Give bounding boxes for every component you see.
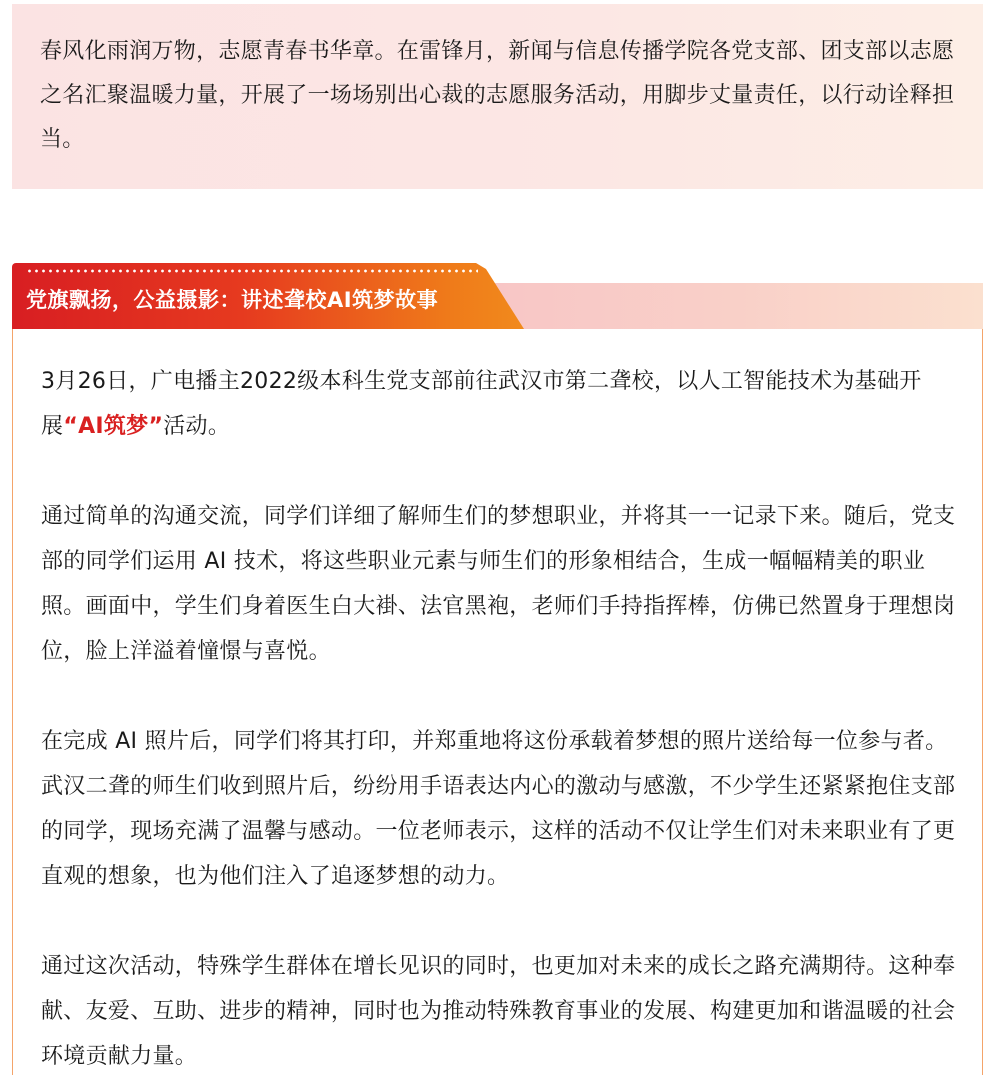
intro-text: 春风化雨润万物，志愿青春书华章。在雷锋月，新闻与信息传播学院各党支部、团支部以志愿之名汇聚温暖力量，开展了一场场别出心裁的志愿服务活动，用脚步丈量责任，以行动诠释担当。 bbox=[40, 39, 955, 152]
paragraph-3: 在完成 AI 照片后，同学们将其打印，并郑重地将这份承载着梦想的照片送给每一位参与者。武汉二聋的师生们收到照片后，纷纷用手语表达内心的激动与感激，不少学生还紧紧抱住支部的同学，现场充满了温馨与感动。一位老师表示，这样的活动不仅让学生们对未来职业有了更直观的想象，也为他们注入了追逐梦想的动力。 bbox=[41, 729, 956, 889]
intro-box bbox=[12, 4, 983, 189]
section-content bbox=[12, 329, 983, 1075]
paragraph-1-before: 3月26日，广电播主2022级本科生党支部前往武汉市第二聋校，以人工智能技术为基础开展 bbox=[41, 369, 922, 439]
section-title: 党旗飘扬，公益摄影：讲述聋校AI筑梦故事 bbox=[26, 288, 439, 312]
paragraph-2: 通过简单的沟通交流，同学们详细了解师生们的梦想职业，并将其一一记录下来。随后，党支部的同学们运用 AI 技术，将这些职业元素与师生们的形象相结合，生成一幅幅精美的职业照。画面中，学生们身着医生白大褂、法官黑袍，老师们手持指挥棒，仿佛已然置身于理想岗位，脸上洋溢着憧憬与喜悦。 bbox=[41, 504, 956, 664]
paragraph-1-after: 活动。 bbox=[163, 414, 231, 439]
header-tail-band bbox=[490, 283, 983, 329]
paragraph-1 bbox=[41, 359, 960, 449]
paragraph-4: 通过这次活动，特殊学生群体在增长见识的同时，也更加对未来的成长之路充满期待。这种奉献、友爱、互助、进步的精神，同时也为推动特殊教育事业的发展、构建更加和谐温暖的社会环境贡献力量。 bbox=[41, 954, 956, 1069]
section-header bbox=[12, 263, 983, 329]
header-dots-decoration bbox=[26, 269, 478, 273]
ai-dream-highlight: “AI筑梦” bbox=[63, 414, 164, 439]
